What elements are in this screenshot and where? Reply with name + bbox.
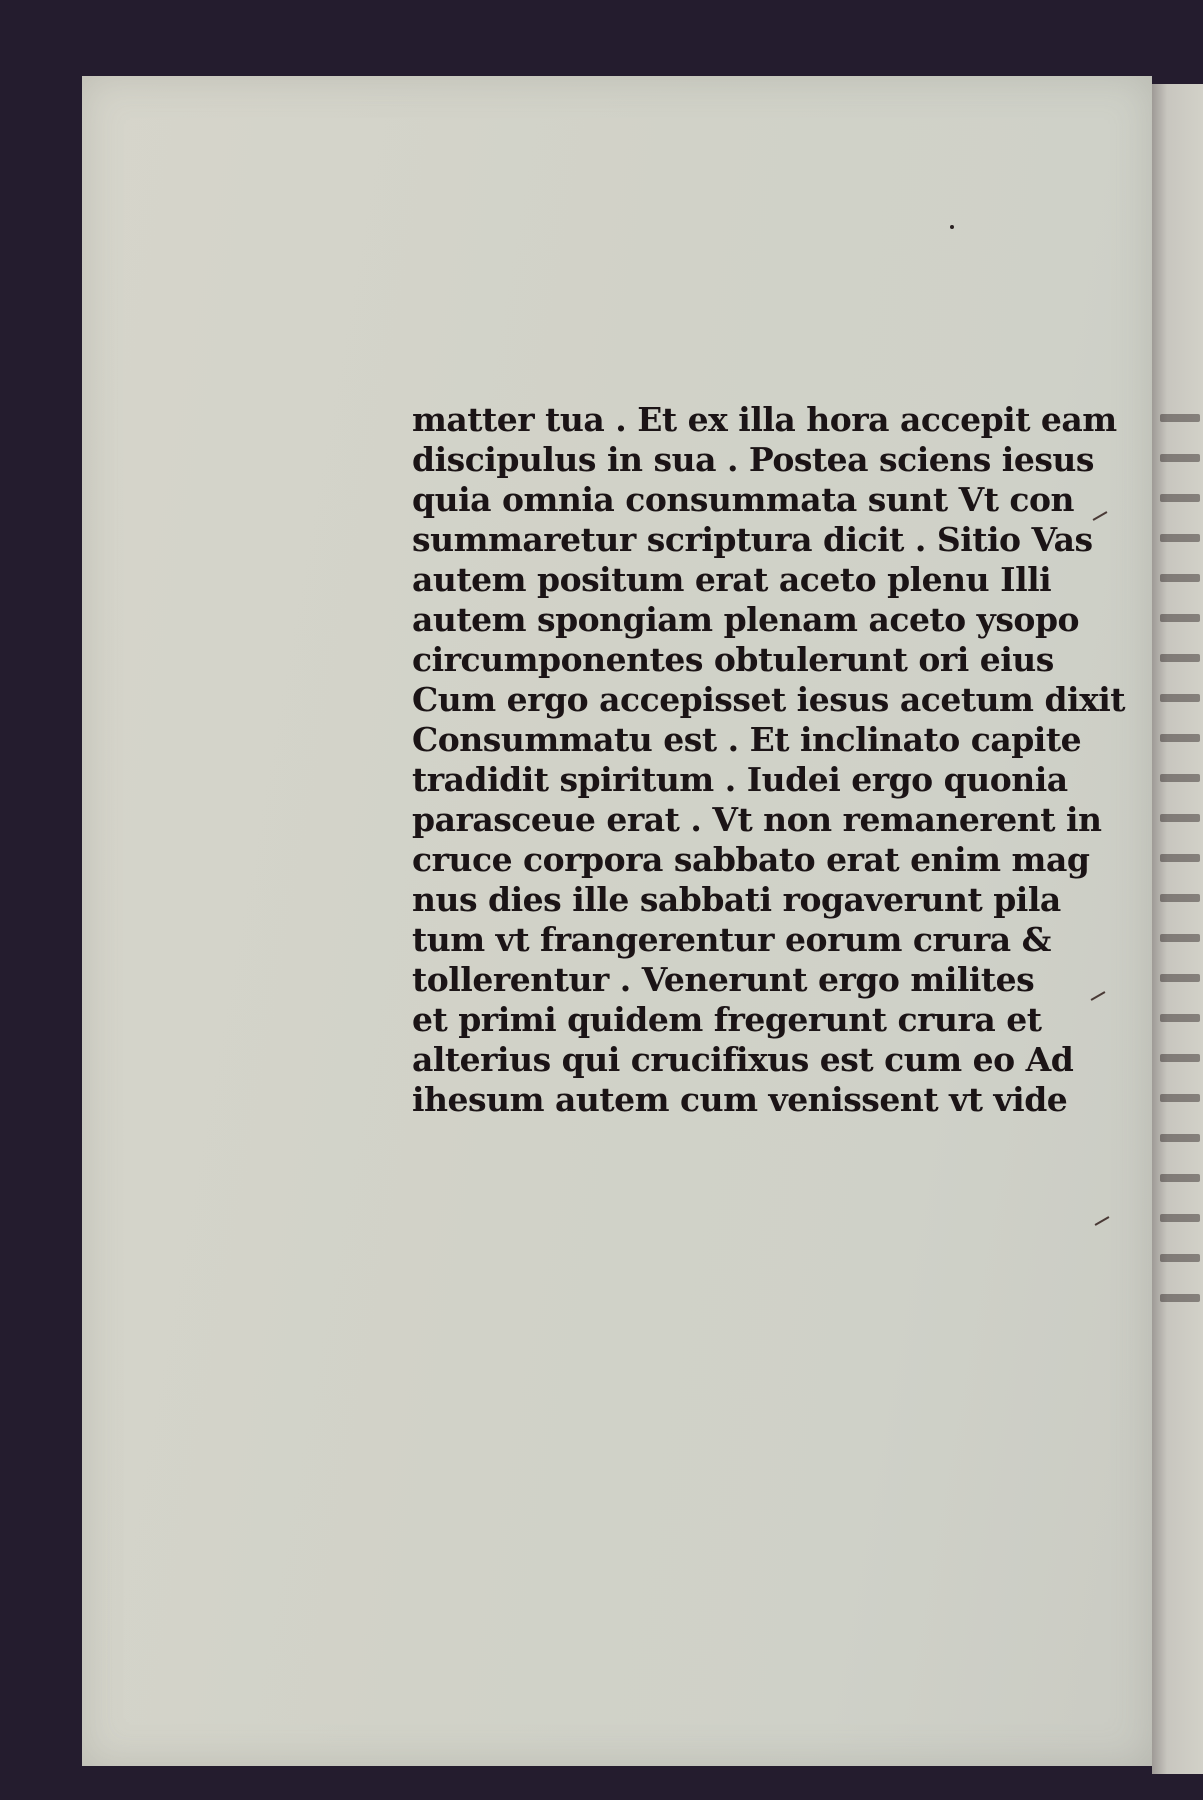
ghost-text-line	[1160, 894, 1200, 902]
text-line: Cum ergo accepisset iesus acetum dixit	[412, 680, 1126, 719]
text-line: matter tua . Et ex illa hora accepit eam	[412, 400, 1117, 439]
ink-speck	[950, 225, 954, 229]
text-line: alterius qui crucifixus est cum eo Ad	[412, 1040, 1074, 1079]
ghost-text-line	[1160, 814, 1200, 822]
ghost-text-line	[1160, 1214, 1200, 1222]
text-line: quia omnia consummata sunt Vt con	[412, 480, 1075, 519]
ghost-text-line	[1160, 974, 1200, 982]
ghost-text-line	[1160, 534, 1200, 542]
ghost-text-line	[1160, 1134, 1200, 1142]
adjacent-leaf-edge	[1152, 84, 1203, 1774]
ghost-text-line	[1160, 654, 1200, 662]
text-line: autem positum erat aceto plenu Illi	[412, 560, 1052, 599]
text-line: circumponentes obtulerunt ori eius	[412, 640, 1054, 679]
text-line: tollerentur . Venerunt ergo milites	[412, 960, 1035, 999]
manuscript-text-block	[412, 400, 1126, 1120]
ghost-text-line	[1160, 774, 1200, 782]
ghost-text-line	[1160, 574, 1200, 582]
text-line: cruce corpora sabbato erat enim mag	[412, 840, 1090, 879]
ghost-text-line	[1160, 614, 1200, 622]
ghost-text-line	[1160, 934, 1200, 942]
ghost-text-line	[1160, 854, 1200, 862]
text-line: Consummatu est . Et inclinato capite	[412, 720, 1082, 759]
ghost-text-line	[1160, 1294, 1200, 1302]
ghost-text-line	[1160, 734, 1200, 742]
text-line: autem spongiam plenam aceto ysopo	[412, 600, 1080, 639]
ghost-text-line	[1160, 1014, 1200, 1022]
ghost-text-line	[1160, 694, 1200, 702]
text-line: summaretur scriptura dicit . Sitio Vas	[412, 520, 1093, 559]
text-line: nus dies ille sabbati rogaverunt pila	[412, 880, 1061, 919]
ghost-text-line	[1160, 494, 1200, 502]
text-line: tradidit spiritum . Iudei ergo quonia	[412, 760, 1068, 799]
text-line: discipulus in sua . Postea sciens iesus	[412, 440, 1094, 479]
ghost-text-line	[1160, 414, 1200, 422]
text-line: et primi quidem fregerunt crura et	[412, 1000, 1042, 1039]
ghost-text-line	[1160, 1254, 1200, 1262]
text-line: parasceue erat . Vt non remanerent in	[412, 800, 1102, 839]
ghost-text-line	[1160, 1174, 1200, 1182]
text-line: tum vt frangerentur eorum crura &	[412, 920, 1051, 959]
text-line: ihesum autem cum venissent vt vide	[412, 1080, 1068, 1119]
ghost-text-line	[1160, 1054, 1200, 1062]
ghost-text-line	[1160, 454, 1200, 462]
ghost-text-line	[1160, 1094, 1200, 1102]
